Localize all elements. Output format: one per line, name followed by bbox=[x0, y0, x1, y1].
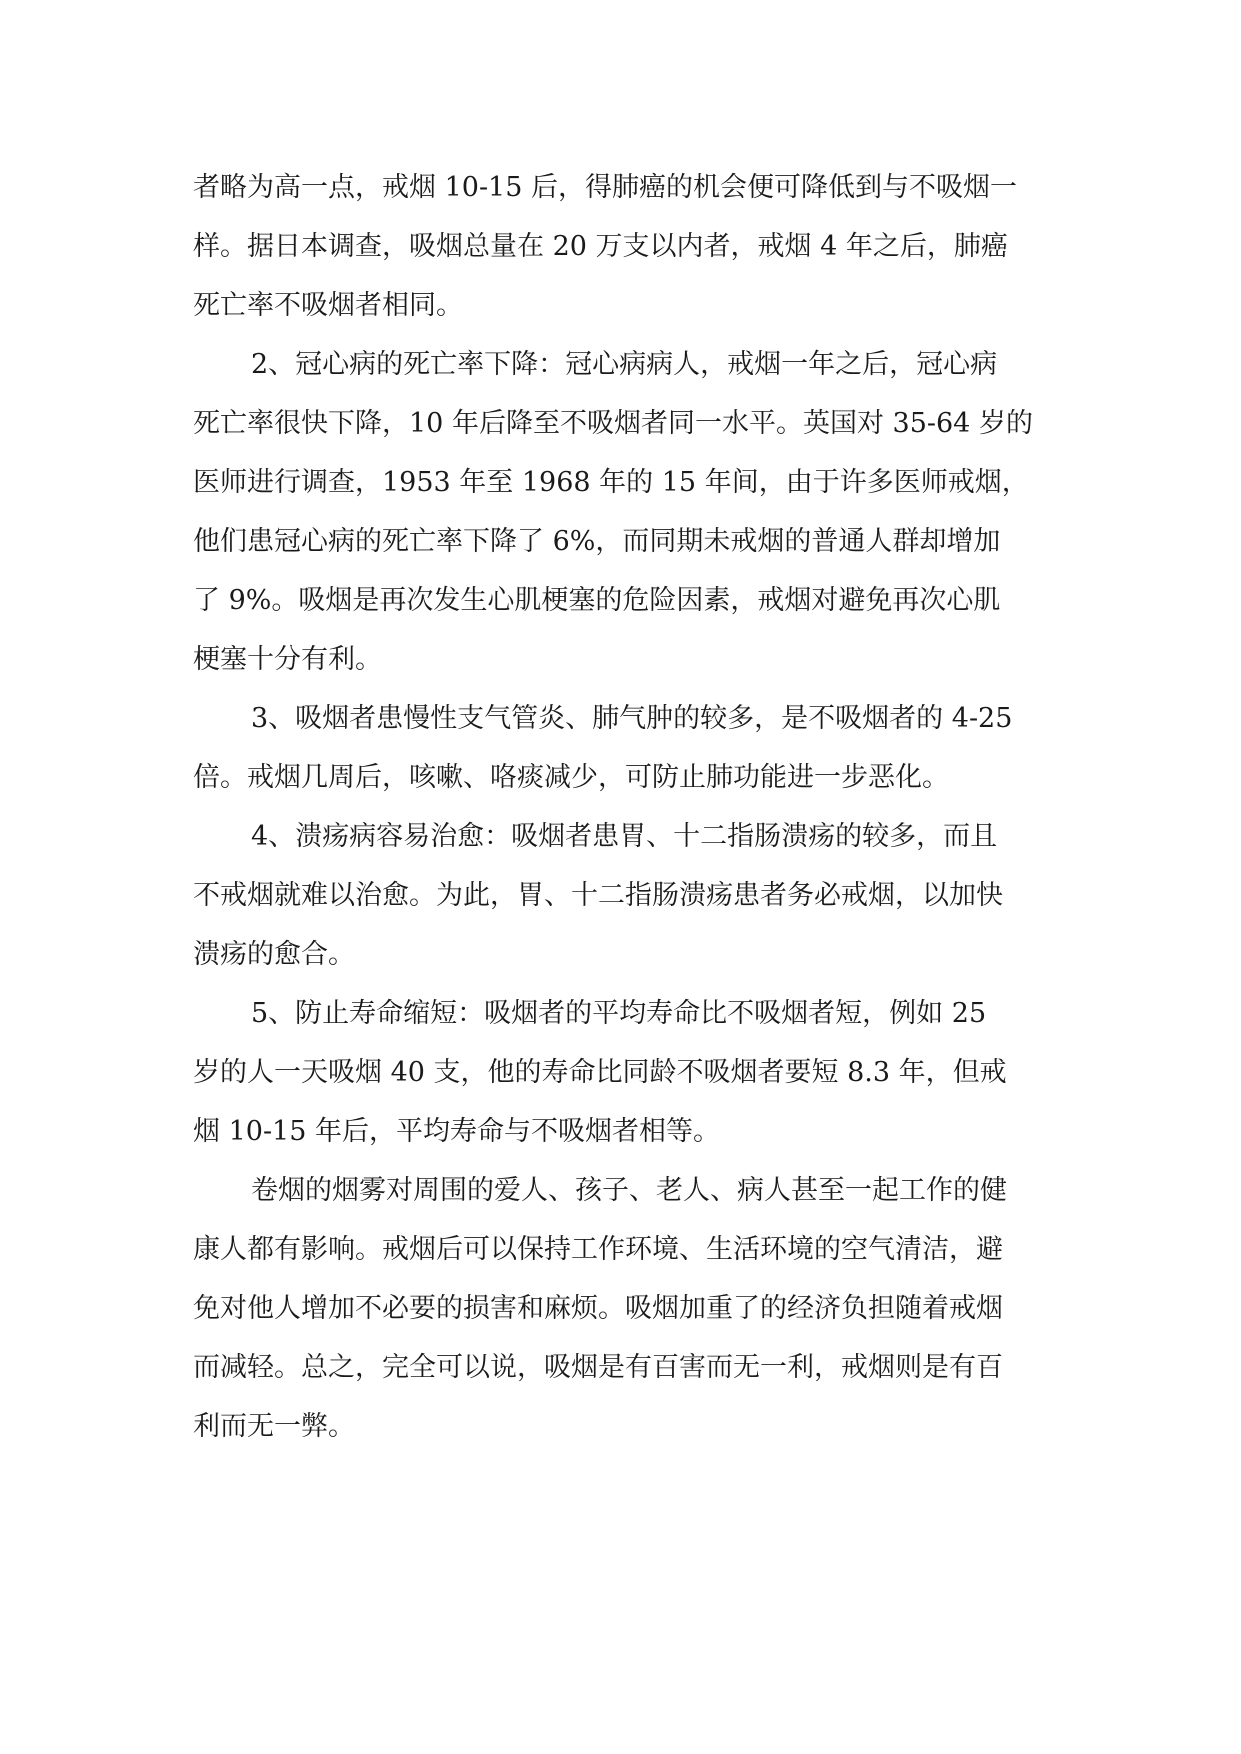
paragraph-conclusion bbox=[193, 1161, 1073, 1456]
text-line: 4、溃疡病容易治愈：吸烟者患胃、十二指肠溃疡的较多，而且 bbox=[251, 821, 998, 852]
text-line: 样。据日本调查，吸烟总量在 20 万支以内者，戒烟 4 年之后，肺癌 bbox=[193, 231, 1008, 262]
text-line: 不戒烟就难以治愈。为此，胃、十二指肠溃疡患者务必戒烟，以加快 bbox=[193, 880, 1003, 911]
text-line: 2、冠心病的死亡率下降：冠心病病人，戒烟一年之后，冠心病 bbox=[251, 349, 998, 380]
text-line: 而减轻。总之，完全可以说，吸烟是有百害而无一利，戒烟则是有百 bbox=[193, 1352, 1003, 1383]
paragraph-coronary-heart-disease bbox=[193, 335, 1073, 689]
paragraph-ulcer-healing bbox=[193, 807, 1073, 984]
paragraph-lifespan bbox=[193, 984, 1073, 1161]
text-line: 康人都有影响。戒烟后可以保持工作环境、生活环境的空气清洁，避 bbox=[193, 1234, 1003, 1265]
text-line: 溃疡的愈合。 bbox=[193, 939, 355, 970]
text-line: 卷烟的烟雾对周围的爱人、孩子、老人、病人甚至一起工作的健 bbox=[251, 1175, 1007, 1206]
document-body bbox=[193, 158, 1073, 1456]
text-line: 者略为高一点，戒烟 10-15 后，得肺癌的机会便可降低到与不吸烟一 bbox=[193, 172, 1017, 203]
text-line: 倍。戒烟几周后，咳嗽、咯痰减少，可防止肺功能进一步恶化。 bbox=[193, 762, 949, 793]
text-line: 了 9%。吸烟是再次发生心肌梗塞的危险因素，戒烟对避免再次心肌 bbox=[193, 585, 1001, 616]
paragraph-bronchitis-emphysema bbox=[193, 689, 1073, 807]
text-line: 5、防止寿命缩短：吸烟者的平均寿命比不吸烟者短，例如 25 bbox=[251, 998, 987, 1029]
text-line: 利而无一弊。 bbox=[193, 1411, 355, 1442]
text-line: 死亡率不吸烟者相同。 bbox=[193, 290, 463, 321]
text-line: 3、吸烟者患慢性支气管炎、肺气肿的较多，是不吸烟者的 4-25 bbox=[251, 703, 1013, 734]
text-line: 医师进行调查，1953 年至 1968 年的 15 年间，由于许多医师戒烟， bbox=[193, 467, 1029, 498]
paragraph-lung-cancer-continued bbox=[193, 158, 1073, 335]
text-line: 梗塞十分有利。 bbox=[193, 644, 382, 675]
text-line: 死亡率很快下降，10 年后降至不吸烟者同一水平。英国对 35-64 岁的 bbox=[193, 408, 1033, 439]
text-line: 烟 10-15 年后，平均寿命与不吸烟者相等。 bbox=[193, 1116, 721, 1147]
text-line: 免对他人增加不必要的损害和麻烦。吸烟加重了的经济负担随着戒烟 bbox=[193, 1293, 1003, 1324]
text-line: 他们患冠心病的死亡率下降了 6%，而同期未戒烟的普通人群却增加 bbox=[193, 526, 1001, 557]
text-line: 岁的人一天吸烟 40 支，他的寿命比同龄不吸烟者要短 8.3 年，但戒 bbox=[193, 1057, 1007, 1088]
